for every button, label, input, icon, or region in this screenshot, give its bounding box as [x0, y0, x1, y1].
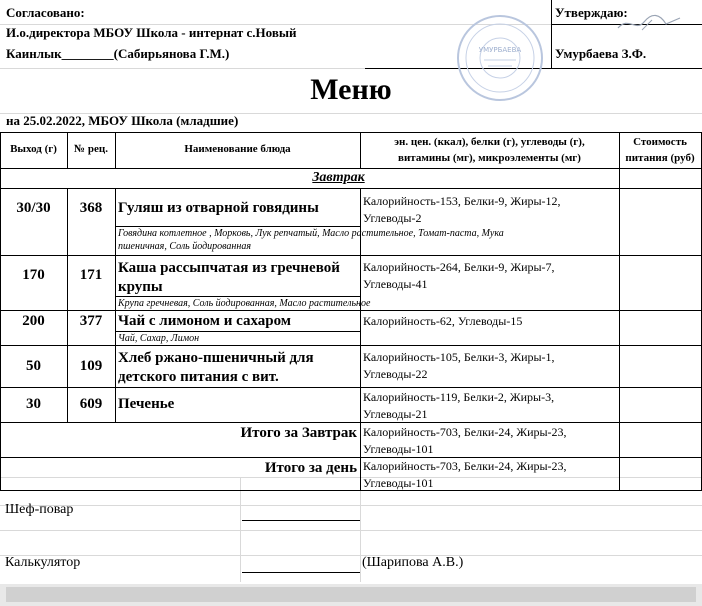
dish-nutrition: Углеводы-41 [363, 277, 428, 291]
dish-recipe: 377 [79, 313, 103, 329]
dish-nutrition: Калорийность-264, Белки-9, Жиры-7, [363, 260, 555, 274]
dish-name: Гуляш из отварной говядины [118, 200, 319, 216]
total-breakfast-values: Углеводы-101 [363, 442, 434, 456]
dish-name: крупы [118, 279, 163, 295]
column-header-cost-2: питания (руб) [625, 152, 695, 164]
signature-image [614, 10, 684, 36]
dish-name: Каша рассыпчатая из гречневой [118, 260, 340, 276]
table-border [0, 457, 702, 458]
column-header-cost-1: Стоимость [633, 136, 687, 148]
dish-output: 30/30 [16, 200, 51, 216]
dish-output: 50 [26, 358, 41, 374]
grid-line [0, 530, 702, 531]
table-border [67, 188, 68, 422]
calculator-label: Калькулятор [5, 555, 81, 570]
column-header-energy-2: витамины (мг), микроэлементы (мг) [398, 152, 581, 164]
dish-nutrition: Углеводы-2 [363, 211, 422, 225]
dish-ingredients: пшеничная, Соль йодированная [118, 241, 251, 252]
total-breakfast-label: Итого за Завтрак [240, 425, 357, 441]
approved-line-2: Каинлык________(Сабирьянова Г.М.) [6, 46, 230, 61]
dish-nutrition: Углеводы-21 [363, 407, 428, 421]
table-border [0, 132, 1, 490]
header-divider [551, 0, 552, 68]
confirm-label: Утверждаю: [555, 5, 628, 20]
dish-recipe: 368 [79, 200, 103, 216]
dish-nutrition: Калорийность-153, Белки-9, Жиры-12, [363, 194, 561, 208]
total-day-values: Углеводы-101 [363, 476, 434, 490]
confirm-name: Умурбаева З.Ф. [555, 46, 647, 61]
table-border [0, 422, 702, 423]
total-day-values: Калорийность-703, Белки-24, Жиры-23, [363, 459, 567, 473]
table-border [0, 345, 702, 346]
column-header-energy-1: эн. цен. (ккал), белки (г), углеводы (г), [394, 136, 585, 148]
dish-recipe: 609 [79, 396, 103, 412]
dish-name: Чай с лимоном и сахаром [118, 313, 292, 329]
table-border [0, 188, 702, 189]
table-border [0, 255, 702, 256]
dish-output: 200 [22, 313, 45, 329]
dish-name: Печенье [118, 396, 175, 412]
table-border [115, 188, 116, 422]
total-breakfast-values: Калорийность-703, Белки-24, Жиры-23, [363, 425, 567, 439]
chef-label: Шеф-повар [5, 502, 74, 517]
dish-name: детского питания с вит. [118, 369, 279, 385]
approved-line-1: И.о.директора МБОУ Школа - интернат с.Новый [6, 25, 297, 40]
dish-output: 170 [22, 267, 45, 283]
page-subtitle: на 25.02.2022, МБОУ Школа (младшие) [6, 113, 239, 128]
table-border [619, 132, 620, 490]
column-header-recipe: № рец. [74, 143, 108, 155]
dish-recipe: 171 [79, 267, 103, 283]
dish-nutrition: Калорийность-119, Белки-2, Жиры-3, [363, 390, 555, 404]
column-header-output: Выход (г) [10, 143, 57, 155]
dish-nutrition: Калорийность-105, Белки-3, Жиры-1, [363, 350, 555, 364]
signature-line [242, 572, 360, 573]
table-border [0, 168, 702, 169]
scrollbar-thumb[interactable] [6, 587, 696, 602]
dish-recipe: 109 [79, 358, 103, 374]
signature-line [242, 520, 360, 521]
grid-line [360, 477, 361, 582]
dish-output: 30 [26, 396, 41, 412]
grid-line [0, 505, 702, 506]
table-border [0, 387, 702, 388]
dish-name: Хлеб ржано-пшеничный для [118, 350, 314, 366]
grid-line [0, 477, 702, 478]
dish-ingredients: Чай, Сахар, Лимон [118, 333, 200, 344]
stamp-text: УМУРБАЕВА [478, 46, 522, 54]
meal-section-title: Завтрак [312, 170, 365, 185]
page-title: Меню [310, 73, 392, 106]
dish-ingredients: Крупа гречневая, Соль йодированная, Масло растительное [118, 298, 371, 309]
table-border [0, 132, 702, 133]
total-day-label: Итого за день [264, 460, 357, 476]
column-header-name: Наименование блюда [184, 143, 291, 155]
dish-nutrition: Углеводы-22 [363, 367, 428, 381]
dish-nutrition: Калорийность-62, Углеводы-15 [363, 314, 523, 328]
grid-line [240, 477, 241, 582]
grid-line [0, 555, 702, 556]
table-border [0, 490, 702, 491]
approved-label: Согласовано: [6, 5, 85, 20]
table-border [0, 310, 702, 311]
calculator-name: (Шарипова А.В.) [362, 555, 464, 570]
dish-ingredients: Говядина котлетное , Морковь, Лук репчатый, Масло растительное, Томат-паста, Мука [118, 228, 504, 239]
